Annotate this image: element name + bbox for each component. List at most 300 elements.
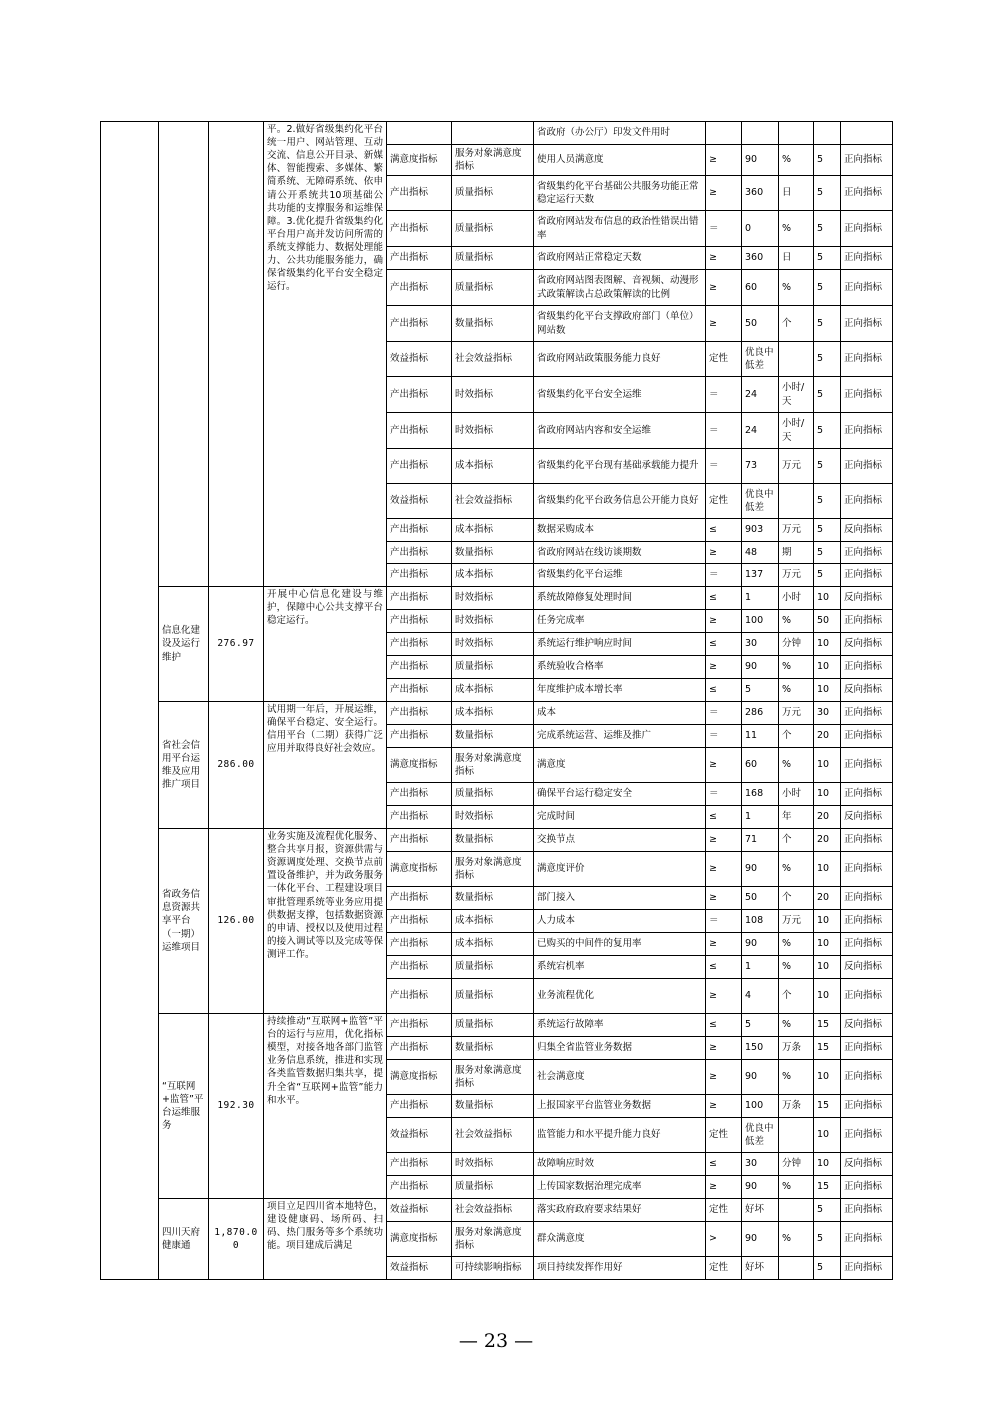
operator-cell: ≥ <box>706 306 742 342</box>
operator-cell: ≤ <box>706 587 742 610</box>
level2-indicator-cell: 数量指标 <box>452 542 534 564</box>
indicator-name-cell: 系统故障修复处理时间 <box>534 587 706 610</box>
project-description-cell: 项目立足四川省本地特色，建设健康码、场所码、扫码、热门服务等多个系统功能。项目建成后满足 <box>264 1199 387 1280</box>
level1-indicator-cell: 效益指标 <box>387 484 452 519</box>
operator-cell: ≤ <box>706 519 742 542</box>
level2-indicator-cell: 数量指标 <box>452 1095 534 1118</box>
project-amount-cell: 286.00 <box>209 702 264 829</box>
operator-cell: ≤ <box>706 956 742 979</box>
direction-cell: 正向指标 <box>841 887 893 910</box>
level2-indicator-cell: 时效指标 <box>452 610 534 633</box>
indicator-name-cell: 上传国家数据治理完成率 <box>534 1176 706 1199</box>
level2-indicator-cell: 质量指标 <box>452 783 534 806</box>
target-value-cell: 好坏 <box>742 1199 779 1222</box>
project-description-cell: 试用期一年后，开展运维，确保平台稳定、安全运行。信用平台（二期）获得广泛应用并取得良好社会效应。 <box>264 702 387 829</box>
target-value-cell: 90 <box>742 145 779 176</box>
indicator-name-cell: 年度维护成本增长率 <box>534 679 706 702</box>
direction-cell: 正向指标 <box>841 542 893 564</box>
project-name-cell <box>159 122 209 587</box>
target-value-cell: 100 <box>742 610 779 633</box>
weight-cell: 20 <box>814 725 841 748</box>
level2-indicator-cell: 时效指标 <box>452 1153 534 1176</box>
level1-indicator-cell: 产出指标 <box>387 956 452 979</box>
direction-cell: 正向指标 <box>841 610 893 633</box>
target-value-cell: 360 <box>742 247 779 270</box>
direction-cell: 正向指标 <box>841 979 893 1014</box>
indicator-name-cell: 业务流程优化 <box>534 979 706 1014</box>
weight-cell: 10 <box>814 852 841 887</box>
project-name-cell: 信息化建设及运行维护 <box>159 587 209 702</box>
target-value-cell: 30 <box>742 633 779 656</box>
direction-cell: 反向指标 <box>841 806 893 829</box>
level1-indicator-cell: 效益指标 <box>387 1118 452 1153</box>
indicator-name-cell: 上报国家平台监管业务数据 <box>534 1095 706 1118</box>
unit-cell: % <box>779 956 814 979</box>
indicator-name-cell: 故障响应时效 <box>534 1153 706 1176</box>
unit-cell: 小时 <box>779 587 814 610</box>
unit-cell: 分钟 <box>779 633 814 656</box>
level2-indicator-cell: 成本指标 <box>452 679 534 702</box>
operator-cell: ≥ <box>706 933 742 956</box>
direction-cell: 正向指标 <box>841 306 893 342</box>
level1-indicator-cell: 效益指标 <box>387 342 452 377</box>
direction-cell: 正向指标 <box>841 377 893 413</box>
target-value-cell: 优良中低差 <box>742 342 779 377</box>
operator-cell: ≥ <box>706 247 742 270</box>
indicator-name-cell: 监管能力和水平提升能力良好 <box>534 1118 706 1153</box>
level1-indicator-cell: 产出指标 <box>387 564 452 587</box>
level1-indicator-cell: 产出指标 <box>387 1176 452 1199</box>
weight-cell: 15 <box>814 1095 841 1118</box>
indicator-name-cell: 省级集约化平台支撑政府部门（单位）网站数 <box>534 306 706 342</box>
indicator-name-cell: 省政府网站正常稳定天数 <box>534 247 706 270</box>
direction-cell: 正向指标 <box>841 564 893 587</box>
indicator-name-cell: 使用人员满意度 <box>534 145 706 176</box>
operator-cell: ≥ <box>706 656 742 679</box>
level2-indicator-cell: 数量指标 <box>452 887 534 910</box>
weight-cell: 10 <box>814 679 841 702</box>
operator-cell: ≤ <box>706 1014 742 1037</box>
operator-cell: ≥ <box>706 176 742 211</box>
weight-cell: 15 <box>814 1037 841 1060</box>
level2-indicator-cell: 时效指标 <box>452 633 534 656</box>
unit-cell <box>779 1118 814 1153</box>
operator-cell: ≥ <box>706 1095 742 1118</box>
weight-cell: 15 <box>814 1176 841 1199</box>
level2-indicator-cell: 数量指标 <box>452 306 534 342</box>
weight-cell: 10 <box>814 933 841 956</box>
level2-indicator-cell: 社会效益指标 <box>452 1118 534 1153</box>
unit-cell: 期 <box>779 542 814 564</box>
target-value-cell: 5 <box>742 1014 779 1037</box>
level1-indicator-cell: 产出指标 <box>387 702 452 725</box>
level1-indicator-cell: 满意度指标 <box>387 145 452 176</box>
indicator-name-cell: 省政府网站图表图解、音视频、动漫形式政策解读占总政策解读的比例 <box>534 270 706 306</box>
level1-indicator-cell: 产出指标 <box>387 270 452 306</box>
level1-indicator-cell: 产出指标 <box>387 519 452 542</box>
unit-cell: 年 <box>779 806 814 829</box>
target-value-cell: 5 <box>742 679 779 702</box>
weight-cell: 5 <box>814 342 841 377</box>
level2-indicator-cell: 时效指标 <box>452 587 534 610</box>
unit-cell: % <box>779 679 814 702</box>
operator-cell: ＝ <box>706 413 742 449</box>
unit-cell <box>779 484 814 519</box>
operator-cell: ＝ <box>706 783 742 806</box>
unit-cell: % <box>779 610 814 633</box>
project-amount-cell: 276.97 <box>209 587 264 702</box>
operator-cell: ≤ <box>706 633 742 656</box>
target-value-cell: 50 <box>742 887 779 910</box>
weight-cell: 5 <box>814 1257 841 1280</box>
target-value-cell: 90 <box>742 1222 779 1257</box>
target-value-cell: 150 <box>742 1037 779 1060</box>
level2-indicator-cell: 成本指标 <box>452 702 534 725</box>
unit-cell <box>779 342 814 377</box>
unit-cell: 个 <box>779 829 814 852</box>
weight-cell: 5 <box>814 211 841 247</box>
operator-cell: 定性 <box>706 342 742 377</box>
operator-cell: ≥ <box>706 1176 742 1199</box>
operator-cell: ≤ <box>706 806 742 829</box>
project-description-cell: 持续推动“互联网+监管”平台的运行与应用，优化指标模型，对接各地各部门监管业务信息系统，推进和实现各类监管数据归集共享，提升全省“互联网+监管”能力和水平。 <box>264 1014 387 1199</box>
unit-cell: 小时/天 <box>779 413 814 449</box>
operator-cell <box>706 122 742 145</box>
target-value-cell: 优良中低差 <box>742 1118 779 1153</box>
direction-cell <box>841 122 893 145</box>
level2-indicator-cell: 成本指标 <box>452 910 534 933</box>
target-value-cell: 30 <box>742 1153 779 1176</box>
level1-indicator-cell: 产出指标 <box>387 449 452 484</box>
level2-indicator-cell: 成本指标 <box>452 933 534 956</box>
project-name-cell: 四川天府健康通 <box>159 1199 209 1280</box>
unit-cell: % <box>779 1014 814 1037</box>
direction-cell: 正向指标 <box>841 1095 893 1118</box>
table-row <box>101 1199 893 1222</box>
direction-cell: 正向指标 <box>841 145 893 176</box>
level2-indicator-cell: 质量指标 <box>452 211 534 247</box>
unit-cell: 个 <box>779 887 814 910</box>
level2-indicator-cell: 可持续影响指标 <box>452 1257 534 1280</box>
level1-indicator-cell: 产出指标 <box>387 542 452 564</box>
indicator-name-cell: 部门接入 <box>534 887 706 910</box>
target-value-cell: 903 <box>742 519 779 542</box>
operator-cell: ≥ <box>706 979 742 1014</box>
operator-cell: ＝ <box>706 725 742 748</box>
direction-cell: 正向指标 <box>841 702 893 725</box>
direction-cell: 反向指标 <box>841 587 893 610</box>
operator-cell: ≥ <box>706 1060 742 1095</box>
indicator-name-cell: 交换节点 <box>534 829 706 852</box>
direction-cell: 正向指标 <box>841 247 893 270</box>
operator-cell: ≥ <box>706 542 742 564</box>
operator-cell: ＝ <box>706 377 742 413</box>
indicator-name-cell: 已购买的中间件的复用率 <box>534 933 706 956</box>
target-value-cell: 100 <box>742 1095 779 1118</box>
level1-indicator-cell: 产出指标 <box>387 979 452 1014</box>
level2-indicator-cell: 质量指标 <box>452 656 534 679</box>
target-value-cell: 24 <box>742 377 779 413</box>
operator-cell: ＝ <box>706 211 742 247</box>
target-value-cell: 50 <box>742 306 779 342</box>
direction-cell: 正向指标 <box>841 1222 893 1257</box>
level1-indicator-cell: 产出指标 <box>387 725 452 748</box>
level1-indicator-cell: 产出指标 <box>387 1037 452 1060</box>
level1-indicator-cell: 产出指标 <box>387 679 452 702</box>
operator-cell: > <box>706 1222 742 1257</box>
unit-cell: 小时 <box>779 783 814 806</box>
level1-indicator-cell: 满意度指标 <box>387 1222 452 1257</box>
table-row <box>101 1014 893 1037</box>
indicator-name-cell: 系统运行故障率 <box>534 1014 706 1037</box>
unit-cell: % <box>779 1176 814 1199</box>
unit-cell: % <box>779 933 814 956</box>
indicator-name-cell: 省政府网站在线访谈期数 <box>534 542 706 564</box>
level2-indicator-cell: 社会效益指标 <box>452 342 534 377</box>
level1-indicator-cell: 效益指标 <box>387 1257 452 1280</box>
project-amount-cell: 126.00 <box>209 829 264 1014</box>
unit-cell: % <box>779 1222 814 1257</box>
level1-indicator-cell: 产出指标 <box>387 1095 452 1118</box>
indicator-name-cell: 省政府（办公厅）印发文件用时 <box>534 122 706 145</box>
direction-cell: 正向指标 <box>841 656 893 679</box>
weight-cell: 10 <box>814 748 841 783</box>
indicator-name-cell: 省政府网站政策服务能力良好 <box>534 342 706 377</box>
direction-cell: 正向指标 <box>841 829 893 852</box>
operator-cell: ＝ <box>706 564 742 587</box>
target-value-cell: 71 <box>742 829 779 852</box>
indicator-name-cell: 省级集约化平台政务信息公开能力良好 <box>534 484 706 519</box>
unit-cell: 万元 <box>779 519 814 542</box>
indicator-name-cell: 成本 <box>534 702 706 725</box>
weight-cell: 5 <box>814 519 841 542</box>
direction-cell: 反向指标 <box>841 1153 893 1176</box>
unit-cell: 个 <box>779 979 814 1014</box>
level2-indicator-cell: 质量指标 <box>452 247 534 270</box>
weight-cell: 5 <box>814 1199 841 1222</box>
indicator-name-cell: 系统宕机率 <box>534 956 706 979</box>
level1-indicator-cell: 产出指标 <box>387 1014 452 1037</box>
indicator-name-cell: 省级集约化平台基础公共服务功能正常稳定运行天数 <box>534 176 706 211</box>
target-value-cell: 11 <box>742 725 779 748</box>
indicator-name-cell: 省级集约化平台运维 <box>534 564 706 587</box>
level1-indicator-cell: 产出指标 <box>387 783 452 806</box>
target-value-cell: 286 <box>742 702 779 725</box>
project-amount-cell: 1,870.00 <box>209 1199 264 1280</box>
target-value-cell: 1 <box>742 806 779 829</box>
performance-indicator-table <box>100 121 893 1280</box>
direction-cell: 正向指标 <box>841 1060 893 1095</box>
unit-cell: 万元 <box>779 910 814 933</box>
target-value-cell: 73 <box>742 449 779 484</box>
level2-indicator-cell: 时效指标 <box>452 413 534 449</box>
operator-cell: ≥ <box>706 270 742 306</box>
project-name-cell: “互联网+监管”平台运维服务 <box>159 1014 209 1199</box>
unit-cell <box>779 122 814 145</box>
unit-cell: 日 <box>779 247 814 270</box>
indicator-name-cell: 群众满意度 <box>534 1222 706 1257</box>
target-value-cell: 48 <box>742 542 779 564</box>
department-cell <box>101 122 159 1280</box>
unit-cell: 万元 <box>779 564 814 587</box>
direction-cell: 正向指标 <box>841 852 893 887</box>
direction-cell: 正向指标 <box>841 1257 893 1280</box>
target-value-cell: 137 <box>742 564 779 587</box>
level2-indicator-cell: 质量指标 <box>452 1176 534 1199</box>
level2-indicator-cell: 社会效益指标 <box>452 484 534 519</box>
indicator-name-cell: 省政府网站发布信息的政治性错误出错率 <box>534 211 706 247</box>
operator-cell: ≥ <box>706 748 742 783</box>
level1-indicator-cell: 满意度指标 <box>387 852 452 887</box>
direction-cell: 正向指标 <box>841 783 893 806</box>
direction-cell: 正向指标 <box>841 1037 893 1060</box>
target-value-cell: 90 <box>742 852 779 887</box>
target-value-cell: 24 <box>742 413 779 449</box>
target-value-cell: 60 <box>742 748 779 783</box>
unit-cell: 万条 <box>779 1095 814 1118</box>
level1-indicator-cell: 产出指标 <box>387 587 452 610</box>
direction-cell: 正向指标 <box>841 176 893 211</box>
level2-indicator-cell: 成本指标 <box>452 449 534 484</box>
level1-indicator-cell: 产出指标 <box>387 656 452 679</box>
operator-cell: 定性 <box>706 1257 742 1280</box>
weight-cell: 5 <box>814 306 841 342</box>
unit-cell: % <box>779 656 814 679</box>
target-value-cell: 108 <box>742 910 779 933</box>
indicator-name-cell: 任务完成率 <box>534 610 706 633</box>
project-amount-cell: 192.30 <box>209 1014 264 1199</box>
target-value-cell: 0 <box>742 211 779 247</box>
weight-cell: 10 <box>814 783 841 806</box>
unit-cell: 个 <box>779 725 814 748</box>
unit-cell: % <box>779 852 814 887</box>
target-value-cell: 90 <box>742 1176 779 1199</box>
project-name-cell: 省政务信息资源共享平台（一期）运维项目 <box>159 829 209 1014</box>
level2-indicator-cell: 服务对象满意度指标 <box>452 748 534 783</box>
level2-indicator-cell: 服务对象满意度指标 <box>452 1222 534 1257</box>
weight-cell: 5 <box>814 145 841 176</box>
unit-cell: % <box>779 211 814 247</box>
level1-indicator-cell: 产出指标 <box>387 829 452 852</box>
level2-indicator-cell: 质量指标 <box>452 176 534 211</box>
weight-cell: 20 <box>814 887 841 910</box>
direction-cell: 正向指标 <box>841 910 893 933</box>
level2-indicator-cell: 时效指标 <box>452 377 534 413</box>
level1-indicator-cell: 产出指标 <box>387 413 452 449</box>
direction-cell: 正向指标 <box>841 211 893 247</box>
project-description-cell: 业务实施及流程优化服务、整合共享月报，资源供需与资源调度处理、交换节点前置设备维护，并为政务服务一体化平台、工程建设项目审批管理系统等业务应用提供数据支撑，包括数据资源的申请、授权以及使用过程的接入调试等以及完成等保测评工作。 <box>264 829 387 1014</box>
operator-cell: ≤ <box>706 1153 742 1176</box>
level2-indicator-cell: 质量指标 <box>452 979 534 1014</box>
table-body <box>101 122 893 1280</box>
target-value-cell: 1 <box>742 956 779 979</box>
weight-cell: 5 <box>814 247 841 270</box>
weight-cell: 10 <box>814 1118 841 1153</box>
weight-cell: 15 <box>814 1014 841 1037</box>
target-value-cell: 168 <box>742 783 779 806</box>
indicator-name-cell: 归集全省监管业务数据 <box>534 1037 706 1060</box>
indicator-name-cell: 完成时间 <box>534 806 706 829</box>
unit-cell: % <box>779 270 814 306</box>
direction-cell: 正向指标 <box>841 933 893 956</box>
level1-indicator-cell: 产出指标 <box>387 633 452 656</box>
level1-indicator-cell: 产出指标 <box>387 610 452 633</box>
level1-indicator-cell: 产出指标 <box>387 211 452 247</box>
weight-cell: 30 <box>814 702 841 725</box>
direction-cell: 正向指标 <box>841 748 893 783</box>
weight-cell: 10 <box>814 956 841 979</box>
operator-cell: ≤ <box>706 679 742 702</box>
weight-cell: 5 <box>814 377 841 413</box>
direction-cell: 反向指标 <box>841 956 893 979</box>
weight-cell: 10 <box>814 1153 841 1176</box>
level2-indicator-cell: 数量指标 <box>452 725 534 748</box>
level1-indicator-cell: 产出指标 <box>387 806 452 829</box>
direction-cell: 反向指标 <box>841 679 893 702</box>
unit-cell: 小时/天 <box>779 377 814 413</box>
unit-cell <box>779 1257 814 1280</box>
operator-cell: ≥ <box>706 852 742 887</box>
indicator-name-cell: 社会满意度 <box>534 1060 706 1095</box>
operator-cell: ＝ <box>706 702 742 725</box>
direction-cell: 正向指标 <box>841 270 893 306</box>
unit-cell: 万元 <box>779 449 814 484</box>
unit-cell <box>779 1199 814 1222</box>
level1-indicator-cell: 产出指标 <box>387 306 452 342</box>
target-value-cell: 90 <box>742 1060 779 1095</box>
level2-indicator-cell: 服务对象满意度指标 <box>452 1060 534 1095</box>
direction-cell: 正向指标 <box>841 484 893 519</box>
level1-indicator-cell: 产出指标 <box>387 1153 452 1176</box>
level2-indicator-cell <box>452 122 534 145</box>
target-value-cell: 90 <box>742 933 779 956</box>
indicator-name-cell: 确保平台运行稳定安全 <box>534 783 706 806</box>
unit-cell: 万条 <box>779 1037 814 1060</box>
direction-cell: 反向指标 <box>841 633 893 656</box>
table-row <box>101 122 893 145</box>
operator-cell: ＝ <box>706 449 742 484</box>
level2-indicator-cell: 服务对象满意度指标 <box>452 852 534 887</box>
indicator-name-cell: 满意度评价 <box>534 852 706 887</box>
level1-indicator-cell: 满意度指标 <box>387 748 452 783</box>
direction-cell: 正向指标 <box>841 342 893 377</box>
target-value-cell: 4 <box>742 979 779 1014</box>
level1-indicator-cell: 满意度指标 <box>387 1060 452 1095</box>
indicator-name-cell: 项目持续发挥作用好 <box>534 1257 706 1280</box>
weight-cell: 10 <box>814 656 841 679</box>
direction-cell: 正向指标 <box>841 1118 893 1153</box>
weight-cell: 5 <box>814 1222 841 1257</box>
level1-indicator-cell: 效益指标 <box>387 1199 452 1222</box>
weight-cell: 5 <box>814 176 841 211</box>
level2-indicator-cell: 质量指标 <box>452 270 534 306</box>
weight-cell: 5 <box>814 542 841 564</box>
project-description-cell: 开展中心信息化建设与维护，保障中心公共支撑平台稳定运行。 <box>264 587 387 702</box>
page-number: — 23 — <box>458 1330 534 1352</box>
level2-indicator-cell: 社会效益指标 <box>452 1199 534 1222</box>
target-value-cell: 优良中低差 <box>742 484 779 519</box>
direction-cell: 反向指标 <box>841 519 893 542</box>
level1-indicator-cell: 产出指标 <box>387 933 452 956</box>
level1-indicator-cell: 产出指标 <box>387 910 452 933</box>
level2-indicator-cell: 数量指标 <box>452 829 534 852</box>
unit-cell: 个 <box>779 306 814 342</box>
direction-cell: 正向指标 <box>841 413 893 449</box>
level1-indicator-cell <box>387 122 452 145</box>
operator-cell: ≥ <box>706 610 742 633</box>
indicator-name-cell: 系统运行维护响应时间 <box>534 633 706 656</box>
operator-cell: ≥ <box>706 145 742 176</box>
